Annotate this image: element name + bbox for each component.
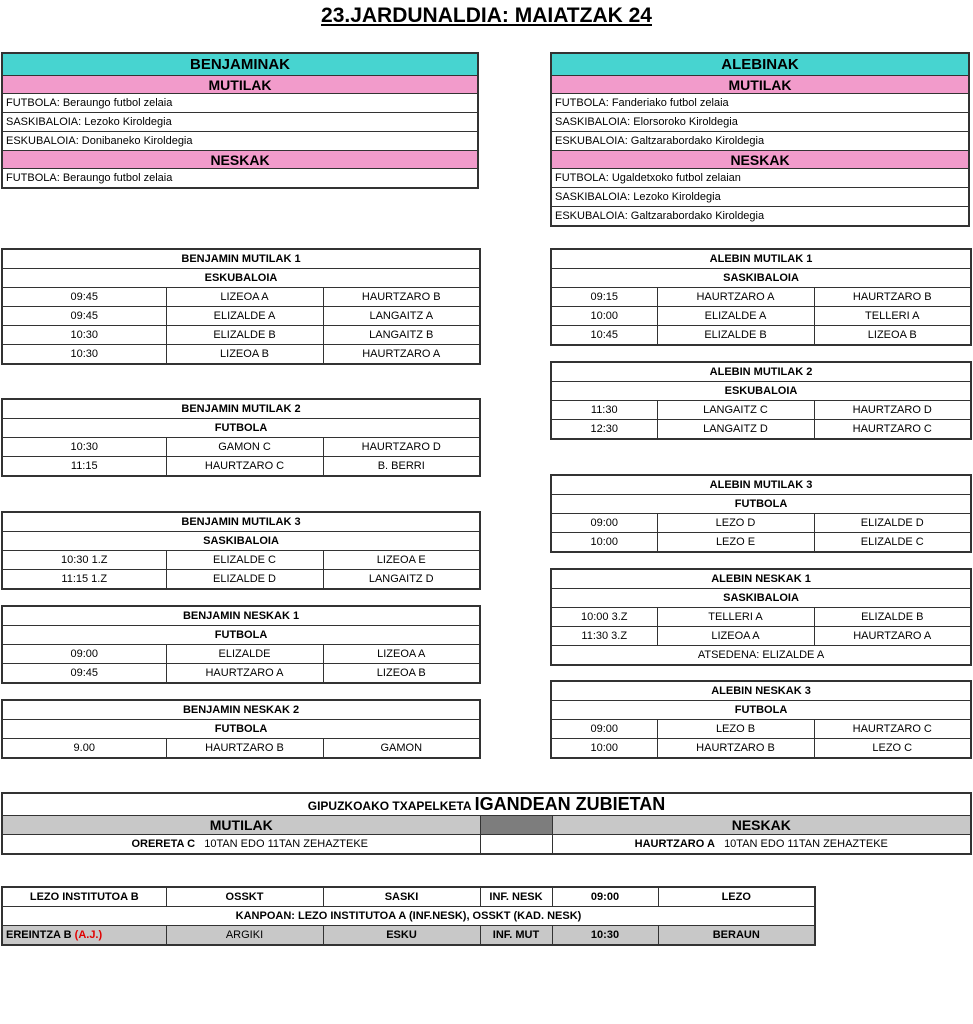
- match-time: 10:00: [551, 533, 657, 553]
- match-time: 09:00: [551, 720, 657, 739]
- match-away-team: LANGAITZ B: [323, 326, 480, 345]
- group-sport: SASKIBALOIA: [551, 269, 971, 288]
- match-time: 09:15: [551, 288, 657, 307]
- schedule-benjamin-mutilak-2: [1, 398, 481, 477]
- group-title: BENJAMIN MUTILAK 2: [2, 399, 480, 419]
- match-time: 9.00: [2, 739, 166, 759]
- match-row: [2, 551, 480, 570]
- match-home-team: HAURTZARO B: [166, 739, 323, 759]
- group-sport: FUTBOLA: [2, 626, 480, 645]
- bottom-cell: ESKU: [323, 926, 480, 946]
- page-title: 23.JARDUNALDIA: MAIATZAK 24: [321, 4, 652, 27]
- match-away-team: LIZEOA A: [323, 645, 480, 664]
- match-time: 10:30: [2, 438, 166, 457]
- match-home-team: LANGAITZ D: [657, 420, 814, 440]
- group-sport: FUTBOLA: [2, 419, 480, 438]
- venue-row: ESKUBALOIA: Donibaneko Kiroldegia: [2, 132, 478, 151]
- match-away-team: ELIZALDE B: [814, 608, 971, 627]
- venue-row: SASKIBALOIA: Lezoko Kiroldegia: [2, 113, 478, 132]
- match-time: 09:45: [2, 664, 166, 684]
- group-sport: SASKIBALOIA: [551, 589, 971, 608]
- match-home-team: ELIZALDE B: [657, 326, 814, 346]
- venue-row: SASKIBALOIA: Lezoko Kiroldegia: [551, 188, 969, 207]
- match-time: 11:30: [551, 401, 657, 420]
- match-home-team: HAURTZARO C: [166, 457, 323, 477]
- bottom-cell: INF. NESK: [480, 887, 552, 907]
- bottom-cell: SASKI: [323, 887, 480, 907]
- match-row: [551, 533, 971, 553]
- match-home-team: LIZEOA A: [166, 288, 323, 307]
- gipuzkoa-divider: [480, 816, 552, 835]
- match-time: 09:00: [2, 645, 166, 664]
- bottom-cell: ARGIKI: [166, 926, 323, 946]
- gipuzkoa-title-big: IGANDEAN ZUBIETAN: [474, 794, 666, 814]
- benjaminak-venues: [1, 52, 479, 189]
- match-home-team: LEZO E: [657, 533, 814, 553]
- match-time: 11:30 3.Z: [551, 627, 657, 646]
- match-home-team: LIZEOA A: [657, 627, 814, 646]
- match-row: [551, 288, 971, 307]
- match-time: 10:30 1.Z: [2, 551, 166, 570]
- match-time: 10:30: [2, 345, 166, 365]
- gipuzkoa-mutilak-entry: [2, 835, 480, 855]
- venue-row: ESKUBALOIA: Galtzarabordako Kiroldegia: [551, 207, 969, 227]
- bottom-cell: INF. MUT: [480, 926, 552, 946]
- match-row: [2, 326, 480, 345]
- group-sport: ESKUBALOIA: [2, 269, 480, 288]
- gipuzkoa-neskak-label: NESKAK: [552, 816, 971, 835]
- bottom-table: [1, 886, 816, 946]
- group-title: ALEBIN NESKAK 1: [551, 569, 971, 589]
- bottom-cell: LEZO INSTITUTOA B: [2, 887, 166, 907]
- schedule-alebin-mutilak-3: [550, 474, 972, 553]
- group-title: ALEBIN MUTILAK 1: [551, 249, 971, 269]
- match-time: 12:30: [551, 420, 657, 440]
- match-home-team: ELIZALDE C: [166, 551, 323, 570]
- group-title: ALEBIN MUTILAK 2: [551, 362, 971, 382]
- group-sport: FUTBOLA: [2, 720, 480, 739]
- match-row: [551, 326, 971, 346]
- venue-row: FUTBOLA: Fanderiako futbol zelaia: [551, 94, 969, 113]
- match-home-team: LEZO B: [657, 720, 814, 739]
- group-title: BENJAMIN NESKAK 1: [2, 606, 480, 626]
- group-title: BENJAMIN MUTILAK 1: [2, 249, 480, 269]
- match-away-team: HAURTZARO C: [814, 420, 971, 440]
- bottom-note: KANPOAN: LEZO INSTITUTOA A (INF.NESK), OSSKT (KAD. NESK): [2, 907, 815, 926]
- match-row: [2, 645, 480, 664]
- rest-note: ATSEDENA: ELIZALDE A: [551, 646, 971, 666]
- match-home-team: GAMON C: [166, 438, 323, 457]
- group-title: BENJAMIN MUTILAK 3: [2, 512, 480, 532]
- bottom-cell: OSSKT: [166, 887, 323, 907]
- match-time: 11:15 1.Z: [2, 570, 166, 590]
- match-time: 10:00: [551, 307, 657, 326]
- match-home-team: ELIZALDE: [166, 645, 323, 664]
- match-row: [551, 514, 971, 533]
- match-away-team: LIZEOA B: [814, 326, 971, 346]
- group-title: ALEBIN NESKAK 3: [551, 681, 971, 701]
- match-away-team: ELIZALDE C: [814, 533, 971, 553]
- match-away-team: LIZEOA B: [323, 664, 480, 684]
- venue-row: ESKUBALOIA: Galtzarabordako Kiroldegia: [551, 132, 969, 151]
- match-row: [551, 739, 971, 759]
- match-home-team: LIZEOA B: [166, 345, 323, 365]
- gipuzkoa-neskak-time: 10TAN EDO 11TAN ZEHAZTEKE: [724, 838, 888, 850]
- gipuzkoa-spacer: [480, 835, 552, 855]
- match-row: [2, 457, 480, 477]
- schedule-alebin-mutilak-2: [550, 361, 972, 440]
- match-away-team: LANGAITZ A: [323, 307, 480, 326]
- schedule-alebin-neskak-3: [550, 680, 972, 759]
- gipuzkoa-mutilak-time: 10TAN EDO 11TAN ZEHAZTEKE: [204, 838, 369, 850]
- match-away-team: HAURTZARO C: [814, 720, 971, 739]
- match-home-team: ELIZALDE A: [657, 307, 814, 326]
- match-away-team: GAMON: [323, 739, 480, 759]
- match-away-team: HAURTZARO B: [323, 288, 480, 307]
- benjaminak-header: BENJAMINAK: [2, 53, 478, 76]
- group-title: ALEBIN MUTILAK 3: [551, 475, 971, 495]
- match-row: [551, 307, 971, 326]
- bottom-cell: 09:00: [552, 887, 658, 907]
- match-time: 09:45: [2, 288, 166, 307]
- match-time: 10:45: [551, 326, 657, 346]
- gipuzkoa-mutilak-team: ORERETA C: [131, 838, 196, 850]
- venue-row: FUTBOLA: Ugaldetxoko futbol zelaian: [551, 169, 969, 188]
- match-home-team: LEZO D: [657, 514, 814, 533]
- match-away-team: LEZO C: [814, 739, 971, 759]
- schedule-benjamin-neskak-1: [1, 605, 481, 684]
- match-row: [2, 739, 480, 759]
- match-home-team: HAURTZARO B: [657, 739, 814, 759]
- alebinak-venues: [550, 52, 970, 227]
- alebinak-header: ALEBINAK: [551, 53, 969, 76]
- match-row: [2, 288, 480, 307]
- group-title: BENJAMIN NESKAK 2: [2, 700, 480, 720]
- match-row: [551, 720, 971, 739]
- benjaminak-neskak-label: NESKAK: [2, 151, 478, 169]
- gipuzkoa-neskak-entry: [552, 835, 971, 855]
- match-away-team: HAURTZARO D: [814, 401, 971, 420]
- match-time: 10:30: [2, 326, 166, 345]
- group-sport: SASKIBALOIA: [2, 532, 480, 551]
- schedule-benjamin-neskak-2: [1, 699, 481, 759]
- bottom-cell: 10:30: [552, 926, 658, 946]
- match-row: [2, 570, 480, 590]
- match-away-team: LANGAITZ D: [323, 570, 480, 590]
- match-time: 10:00 3.Z: [551, 608, 657, 627]
- venue-row: FUTBOLA: Beraungo futbol zelaia: [2, 169, 478, 189]
- match-home-team: TELLERI A: [657, 608, 814, 627]
- match-away-team: HAURTZARO B: [814, 288, 971, 307]
- match-row: [2, 307, 480, 326]
- group-sport: FUTBOLA: [551, 495, 971, 514]
- bottom-team-mark: (A.J.): [74, 929, 103, 941]
- match-home-team: ELIZALDE D: [166, 570, 323, 590]
- match-home-team: HAURTZARO A: [166, 664, 323, 684]
- match-away-team: ELIZALDE D: [814, 514, 971, 533]
- match-home-team: LANGAITZ C: [657, 401, 814, 420]
- alebinak-neskak-label: NESKAK: [551, 151, 969, 169]
- match-row: [551, 608, 971, 627]
- bottom-cell: LEZO: [658, 887, 815, 907]
- gipuzkoa-mutilak-label: MUTILAK: [2, 816, 480, 835]
- bottom-team: EREINTZA B: [6, 929, 72, 941]
- schedule-benjamin-mutilak-1: [1, 248, 481, 365]
- group-sport: FUTBOLA: [551, 701, 971, 720]
- match-time: 10:00: [551, 739, 657, 759]
- match-row: [2, 664, 480, 684]
- match-away-team: HAURTZARO A: [323, 345, 480, 365]
- schedule-benjamin-mutilak-3: [1, 511, 481, 590]
- match-time: 09:00: [551, 514, 657, 533]
- group-sport: ESKUBALOIA: [551, 382, 971, 401]
- alebinak-mutilak-label: MUTILAK: [551, 76, 969, 94]
- match-row: [551, 627, 971, 646]
- match-home-team: HAURTZARO A: [657, 288, 814, 307]
- match-row: [551, 401, 971, 420]
- venue-row: FUTBOLA: Beraungo futbol zelaia: [2, 94, 478, 113]
- match-home-team: ELIZALDE B: [166, 326, 323, 345]
- gipuzkoa-neskak-team: HAURTZARO A: [634, 838, 715, 850]
- match-away-team: TELLERI A: [814, 307, 971, 326]
- gipuzkoa-title-small: GIPUZKOAKO TXAPELKETA: [307, 799, 472, 813]
- schedule-alebin-neskak-1: [550, 568, 972, 666]
- match-row: [551, 420, 971, 440]
- match-time: 09:45: [2, 307, 166, 326]
- match-home-team: ELIZALDE A: [166, 307, 323, 326]
- match-away-team: LIZEOA E: [323, 551, 480, 570]
- bottom-cell: BERAUN: [658, 926, 815, 946]
- match-away-team: HAURTZARO D: [323, 438, 480, 457]
- match-away-team: HAURTZARO A: [814, 627, 971, 646]
- match-away-team: B. BERRI: [323, 457, 480, 477]
- match-time: 11:15: [2, 457, 166, 477]
- bottom-team-cell: [2, 926, 166, 946]
- benjaminak-mutilak-label: MUTILAK: [2, 76, 478, 94]
- match-row: [2, 345, 480, 365]
- schedule-alebin-mutilak-1: [550, 248, 972, 346]
- gipuzkoa-table: [1, 792, 972, 855]
- match-row: [2, 438, 480, 457]
- venue-row: SASKIBALOIA: Elorsoroko Kiroldegia: [551, 113, 969, 132]
